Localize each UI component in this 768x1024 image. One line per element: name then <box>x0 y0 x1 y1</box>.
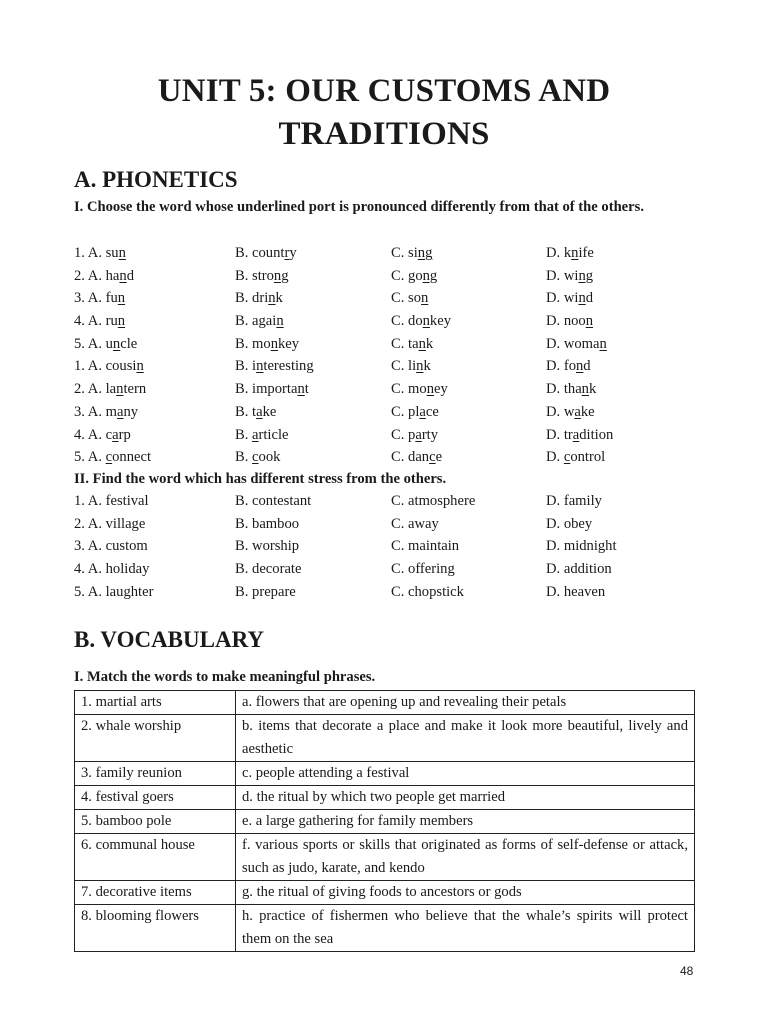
option-text: D. wi <box>546 290 579 307</box>
option-text: B. mo <box>235 335 271 352</box>
answer-option <box>235 513 299 536</box>
question-row <box>74 401 694 424</box>
option-text: B. importa <box>235 381 298 398</box>
table-row <box>75 881 695 905</box>
option-text: B. prepare <box>235 583 296 600</box>
vocabulary-part1-instruction: I. Match the words to make meaningful phrases. <box>74 669 376 685</box>
question-row <box>74 424 694 447</box>
underlined-letters: a <box>574 403 581 420</box>
answer-option <box>235 242 297 265</box>
underlined-letters: n <box>268 290 276 307</box>
option-text: D. wi <box>546 267 579 284</box>
answer-option <box>235 424 289 447</box>
option-text: D. tha <box>546 381 582 398</box>
match-word: 3. family reunion <box>75 762 236 786</box>
option-text: C. offering <box>391 561 455 578</box>
answer-option <box>74 310 125 333</box>
underlined-letters: n <box>599 335 607 352</box>
answer-option <box>391 378 448 401</box>
option-text: D. tr <box>546 426 573 443</box>
answer-option <box>546 401 595 424</box>
option-text: C. atmosphere <box>391 493 476 509</box>
option-text-rest: ny <box>123 403 139 420</box>
answer-option <box>74 333 137 356</box>
option-text-rest: ce <box>425 403 439 420</box>
stress-question-list <box>74 490 694 603</box>
option-text: D. woma <box>546 335 600 352</box>
answer-option <box>235 558 301 581</box>
option-text-rest: y <box>289 245 297 261</box>
option-text: D. midnight <box>546 538 617 555</box>
underlined-letters: n <box>578 290 586 307</box>
option-text-rest: t <box>304 381 309 398</box>
option-text-rest: ke <box>580 403 595 420</box>
underlined-letters: a <box>415 426 422 443</box>
option-text: B. bamboo <box>235 515 300 532</box>
match-word: 8. blooming flowers <box>75 905 236 952</box>
answer-option <box>74 490 149 513</box>
option-text-rest: d <box>126 267 134 284</box>
underlined-letters: n <box>116 381 124 398</box>
match-definition: h. practice of fishermen who believe that the whale’s spirits will protect them on the sea <box>236 905 695 952</box>
option-text: C. dan <box>391 449 430 466</box>
option-text: D. fo <box>546 358 576 375</box>
answer-option <box>546 287 593 310</box>
option-text-rest: rticle <box>258 426 289 443</box>
option-text-rest: ey <box>433 381 448 398</box>
answer-option <box>391 558 455 581</box>
underlined-letters: n <box>117 313 126 330</box>
option-text-rest: ke <box>262 403 277 420</box>
option-text: 2. A. village <box>74 515 146 532</box>
option-text: 4. A. c <box>74 426 113 443</box>
table-row <box>75 786 695 810</box>
answer-option <box>235 333 299 356</box>
underlined-letters: n <box>581 381 589 398</box>
option-text: C. do <box>391 313 423 330</box>
option-text-rest: rp <box>118 426 131 443</box>
answer-option <box>74 265 134 288</box>
option-text: D. <box>546 449 564 466</box>
option-text: B. contestant <box>235 493 312 509</box>
question-row <box>74 355 694 378</box>
answer-option <box>546 490 602 513</box>
answer-option <box>546 378 596 401</box>
option-text-rest: d <box>585 290 594 307</box>
underlined-letters: n <box>119 267 127 284</box>
answer-option <box>391 401 439 424</box>
underlined-letters: n <box>426 381 434 398</box>
answer-option <box>391 581 464 604</box>
option-text: 5. A. u <box>74 335 113 352</box>
option-text-rest: k <box>423 358 431 375</box>
answer-option <box>391 265 437 288</box>
underlined-letters: a <box>116 403 124 420</box>
question-row <box>74 378 694 401</box>
answer-option <box>546 581 605 604</box>
answer-option <box>235 581 296 604</box>
phonetics-part1-instruction: I. Choose the word whose underlined port is pronounced differently from that of the others. <box>74 199 644 215</box>
option-text: B. i <box>235 358 257 375</box>
underlined-letters: ng <box>422 267 438 284</box>
option-text: C. maintain <box>391 538 460 555</box>
option-text: 1. A. festival <box>74 493 149 509</box>
option-text: C. away <box>391 515 439 532</box>
question-row <box>74 513 694 536</box>
answer-option <box>235 490 311 513</box>
match-definition: b. items that decorate a place and make it look more beautiful, lively and aesthetic <box>236 715 695 762</box>
underlined-letters: a <box>252 426 259 443</box>
question-row <box>74 310 694 333</box>
underlined-letters: n <box>297 381 305 398</box>
table-row <box>75 810 695 834</box>
answer-option <box>235 535 299 558</box>
question-row <box>74 535 694 558</box>
answer-option <box>74 355 144 378</box>
answer-option <box>391 242 432 265</box>
question-row <box>74 490 694 513</box>
underlined-letters: n <box>576 358 584 375</box>
answer-option <box>546 535 617 558</box>
option-text: B. <box>235 449 253 466</box>
option-text: C. li <box>391 358 417 375</box>
table-row <box>75 762 695 786</box>
answer-option <box>391 310 451 333</box>
option-text-rest: onnect <box>112 449 152 466</box>
underlined-letters: r <box>284 245 290 261</box>
underlined-letters: ng <box>273 267 289 284</box>
question-row <box>74 581 694 604</box>
answer-option <box>74 287 125 310</box>
option-text: 2. A. ha <box>74 267 120 284</box>
option-text: 3. A. m <box>74 403 117 420</box>
section-b-heading: B. VOCABULARY <box>74 627 264 652</box>
option-text-rest: teresting <box>263 358 314 375</box>
question-row <box>74 265 694 288</box>
answer-option <box>74 535 148 558</box>
underlined-letters: n <box>118 245 126 261</box>
option-text-rest: k <box>588 381 597 398</box>
underlined-letters: n <box>136 358 144 375</box>
underlined-letters: c <box>429 449 436 466</box>
answer-option <box>235 378 309 401</box>
answer-option <box>546 333 607 356</box>
option-text-rest: k <box>425 335 434 352</box>
table-row <box>75 691 695 715</box>
answer-option <box>546 424 613 447</box>
answer-option <box>391 333 433 356</box>
underlined-letters: c <box>105 449 113 466</box>
answer-option <box>74 424 131 447</box>
section-a-heading: A. PHONETICS <box>74 167 238 192</box>
answer-option <box>546 265 593 288</box>
option-text: 1. A. cousi <box>74 358 137 375</box>
answer-option <box>391 424 438 447</box>
question-row <box>74 446 694 469</box>
option-text-rest: ontrol <box>570 449 606 466</box>
underlined-letters: a <box>112 426 119 443</box>
page-number: 48 <box>680 964 694 978</box>
underlined-letters: n <box>256 358 264 375</box>
option-text: B. <box>235 426 253 443</box>
underlined-letters: n <box>270 335 278 352</box>
option-text: C. go <box>391 267 423 284</box>
option-text: C. p <box>391 426 416 443</box>
option-text-rest: dition <box>579 426 614 443</box>
match-word: 1. martial arts <box>75 691 236 715</box>
answer-option <box>391 355 431 378</box>
match-definition: c. people attending a festival <box>236 762 695 786</box>
option-text: D. noo <box>546 313 586 330</box>
question-row <box>74 287 694 310</box>
underlined-letters: n <box>416 358 424 375</box>
question-row <box>74 558 694 581</box>
option-text: C. chopstick <box>391 583 464 600</box>
underlined-letters: a <box>256 403 263 420</box>
underlined-letters: c <box>252 449 259 466</box>
option-text-rest: key <box>277 335 300 352</box>
option-text: B. agai <box>235 313 277 330</box>
option-text: D. k <box>546 245 572 261</box>
answer-option <box>391 287 428 310</box>
question-row <box>74 242 694 265</box>
option-text: B. stro <box>235 267 274 284</box>
underlined-letters: n <box>418 335 426 352</box>
answer-option <box>546 242 594 265</box>
option-text: D. addition <box>546 561 612 578</box>
underlined-letters: n <box>112 335 121 352</box>
option-text: C. si <box>391 245 418 261</box>
match-definition: e. a large gathering for family members <box>236 810 695 834</box>
option-text-rest: key <box>429 313 451 330</box>
match-definition: g. the ritual of giving foods to ancestors or gods <box>236 881 695 905</box>
answer-option <box>235 287 283 310</box>
option-text: 3. A. fu <box>74 290 118 307</box>
option-text: 3. A. custom <box>74 538 148 555</box>
underlined-letters: n <box>117 290 126 307</box>
table-row <box>75 834 695 881</box>
matching-table <box>74 690 695 952</box>
answer-option <box>391 535 459 558</box>
table-row <box>75 905 695 952</box>
underlined-letters: ng <box>417 245 433 261</box>
option-text: 5. A. <box>74 449 106 466</box>
option-text: B. t <box>235 403 257 420</box>
underlined-letters: a <box>419 403 426 420</box>
answer-option <box>74 378 146 401</box>
answer-option <box>235 401 276 424</box>
underlined-letters: a <box>572 426 580 443</box>
option-text: 2. A. la <box>74 381 117 398</box>
option-text: 5. A. laughter <box>74 583 154 600</box>
underlined-letters: n <box>585 313 594 330</box>
pronunciation-question-list <box>74 242 694 469</box>
answer-option <box>74 513 145 536</box>
option-text: C. mo <box>391 381 427 398</box>
underlined-letters: n <box>422 313 430 330</box>
match-word: 5. bamboo pole <box>75 810 236 834</box>
answer-option <box>235 310 284 333</box>
option-text-rest: e <box>435 449 443 466</box>
underlined-letters: n <box>276 313 284 330</box>
match-word: 4. festival goers <box>75 786 236 810</box>
answer-option <box>546 446 605 469</box>
answer-option <box>391 446 442 469</box>
underlined-letters: ng <box>578 267 594 284</box>
answer-option <box>235 265 289 288</box>
option-text-rest: d <box>583 358 591 375</box>
table-row <box>75 715 695 762</box>
option-text: B. dri <box>235 290 269 307</box>
option-text: 1. A. su <box>74 245 119 261</box>
option-text-rest: k <box>275 290 283 307</box>
answer-option <box>235 446 280 469</box>
option-text: B. count <box>235 245 285 261</box>
answer-option <box>391 513 439 536</box>
answer-option <box>74 581 153 604</box>
option-text: D. heaven <box>546 583 606 600</box>
option-text-rest: rty <box>421 426 439 443</box>
answer-option <box>546 558 612 581</box>
answer-option <box>74 558 149 581</box>
option-text: C. so <box>391 290 422 307</box>
answer-option <box>74 401 138 424</box>
option-text: B. decorate <box>235 561 302 578</box>
question-row <box>74 333 694 356</box>
match-definition: a. flowers that are opening up and revealing their petals <box>236 691 695 715</box>
option-text: C. pl <box>391 403 420 420</box>
answer-option <box>235 355 314 378</box>
answer-option <box>74 446 151 469</box>
unit-title: UNIT 5: OUR CUSTOMS AND TRADITIONS <box>157 73 611 152</box>
match-word: 7. decorative items <box>75 881 236 905</box>
option-text-rest: tern <box>123 381 147 398</box>
answer-option <box>391 490 475 513</box>
option-text: 4. A. ru <box>74 313 118 330</box>
option-text-rest: cle <box>120 335 138 352</box>
underlined-letters: c <box>563 449 571 466</box>
option-text: D. obey <box>546 515 593 532</box>
option-text: C. ta <box>391 335 419 352</box>
match-word: 6. communal house <box>75 834 236 881</box>
option-text-rest: ife <box>578 245 594 261</box>
phonetics-part2-instruction: II. Find the word which has different stress from the others. <box>74 471 447 487</box>
match-definition: d. the ritual by which two people get married <box>236 786 695 810</box>
underlined-letters: n <box>421 290 429 307</box>
option-text: D. w <box>546 403 575 420</box>
underlined-letters: n <box>571 245 579 261</box>
match-definition: f. various sports or skills that originated as forms of self-defense or attack, such as judo, karate, and kendo <box>236 834 695 881</box>
option-text: 4. A. holiday <box>74 561 150 578</box>
answer-option <box>546 355 591 378</box>
answer-option <box>546 310 593 333</box>
option-text-rest: ook <box>258 449 281 466</box>
option-text: B. worship <box>235 538 300 555</box>
answer-option <box>546 513 592 536</box>
match-word: 2. whale worship <box>75 715 236 762</box>
answer-option <box>74 242 126 265</box>
option-text: D. family <box>546 493 602 509</box>
